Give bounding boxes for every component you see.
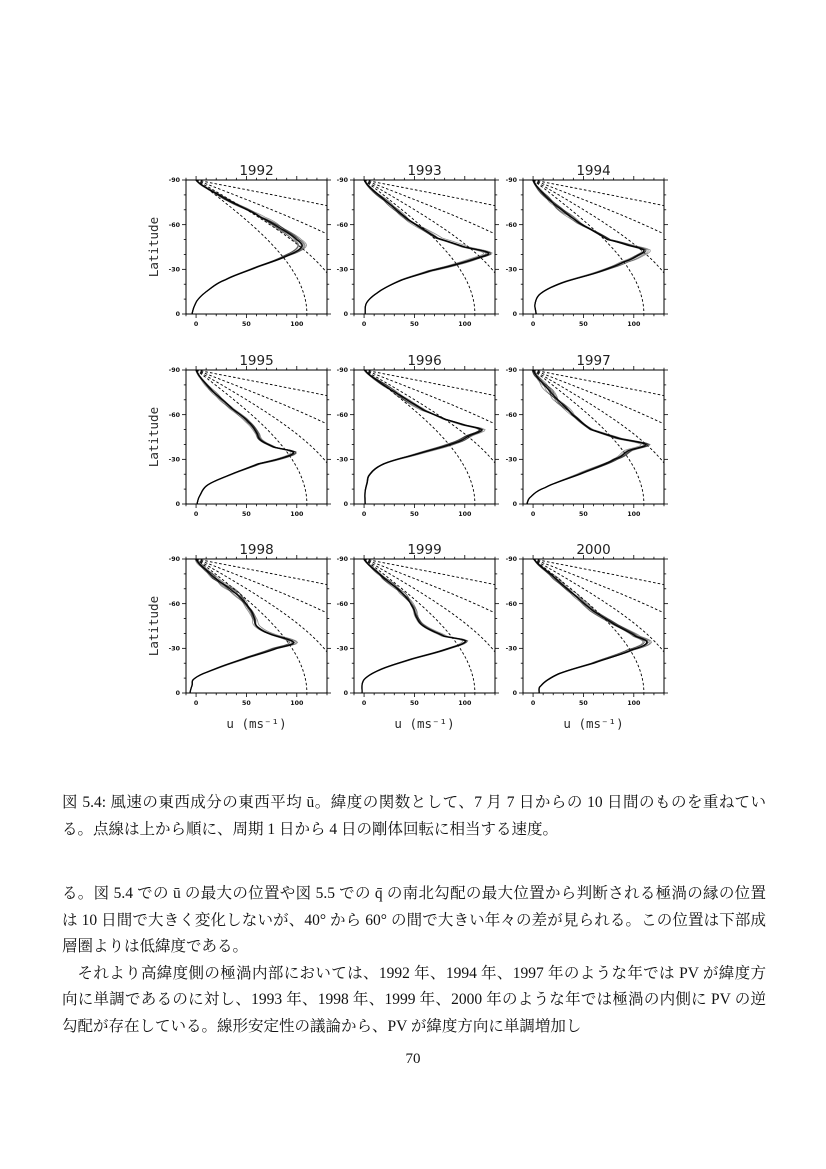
daily-wind-profile — [365, 370, 480, 504]
x-tick-label: 100 — [458, 511, 472, 518]
daily-wind-profile — [534, 559, 649, 693]
y-tick-label: -60 — [505, 411, 517, 419]
rigid-rotation-dashed-line — [533, 559, 675, 587]
y-tick-label: -60 — [336, 411, 348, 419]
figure-plot-grid — [130, 150, 690, 750]
axis-ticks — [519, 366, 668, 508]
daily-wind-profile — [365, 370, 480, 504]
daily-wind-profile — [527, 370, 649, 504]
daily-wind-profile — [192, 180, 298, 314]
y-tick-label: -30 — [168, 456, 180, 464]
y-tick-label: -90 — [505, 177, 517, 185]
figure-5-4 — [130, 150, 690, 750]
rigid-rotation-dashed-line — [196, 370, 338, 429]
daily-wind-profile — [527, 370, 648, 504]
y-tick-label: -60 — [505, 600, 517, 608]
subplot-title: 1993 — [407, 163, 442, 179]
plot-frame — [523, 180, 664, 314]
y-tick-label: 0 — [343, 501, 348, 509]
daily-wind-profile — [534, 559, 648, 693]
rigid-rotation-dashed-line — [364, 559, 506, 618]
x-tick-label: 0 — [361, 321, 367, 328]
x-tick-label: 0 — [193, 321, 199, 328]
rigid-rotation-dashed-line — [364, 180, 506, 239]
figure-caption: 図 5.4: 風速の東西成分の東西平均 ū。緯度の関数として、7 月 7 日からの 10 日間のものを重ねている。点線は上から順に、周期 1 日から 4 日の剛体回転に相当する速度。 — [62, 794, 766, 838]
x-tick-label: 50 — [410, 511, 419, 518]
y-tick-label: -30 — [336, 266, 348, 274]
daily-wind-profile — [362, 559, 465, 693]
y-axis-label: Latitude — [146, 595, 161, 657]
daily-wind-profile — [535, 559, 651, 693]
x-tick-label: 50 — [242, 511, 251, 518]
y-tick-label: -90 — [168, 367, 180, 375]
axis-ticks — [182, 176, 331, 318]
rigid-rotation-dashed-line — [533, 180, 675, 239]
y-tick-label: -90 — [336, 367, 348, 375]
x-tick-label: 50 — [579, 511, 588, 518]
x-tick-label: 0 — [193, 511, 199, 518]
rigid-rotation-dashed-line — [364, 370, 506, 429]
rigid-rotation-dashed-line — [364, 559, 506, 587]
daily-wind-profile — [534, 559, 645, 693]
rigid-rotation-dashed-line — [196, 559, 307, 693]
x-tick-label: 0 — [193, 700, 199, 707]
daily-wind-profile — [527, 370, 647, 504]
daily-wind-profile — [362, 559, 465, 693]
mean-wind-profile — [534, 559, 647, 693]
rigid-rotation-dashed-line — [364, 370, 475, 504]
y-tick-label: 0 — [175, 501, 180, 509]
x-tick-label: 100 — [290, 700, 304, 707]
x-tick-label: 100 — [627, 700, 641, 707]
rigid-rotation-dashed-line — [533, 559, 644, 693]
paragraph-1: る。図 5.4 での ū の最大の位置や図 5.5 での q̄ の南北勾配の最大位置から判断される極渦の縁の位置は 10 日間で大きく変化しないが、40° から 60° の間で大きい年々の差が見られる。この位置は下部成層圏よりは低緯度である。 — [62, 885, 766, 955]
subplot-title: 1994 — [576, 163, 611, 179]
y-tick-label: -30 — [336, 645, 348, 653]
subplot-1996 — [337, 353, 507, 518]
x-tick-label: 100 — [458, 321, 472, 328]
mean-wind-profile — [362, 559, 466, 693]
x-tick-label: 100 — [627, 511, 641, 518]
x-tick-label: 100 — [627, 321, 641, 328]
subplot-title: 2000 — [576, 542, 611, 558]
page-number: 70 — [405, 1051, 421, 1067]
axis-ticks — [519, 176, 668, 318]
daily-wind-profile — [362, 559, 466, 693]
daily-wind-profile — [365, 370, 481, 504]
daily-wind-profile — [192, 180, 305, 314]
y-tick-label: 0 — [175, 311, 180, 319]
subplot-1993 — [337, 163, 507, 328]
x-tick-label: 0 — [530, 700, 536, 707]
daily-wind-profile — [192, 180, 301, 314]
daily-wind-profile — [192, 180, 304, 314]
plot-frame — [354, 370, 495, 504]
rigid-rotation-dashed-line — [196, 559, 339, 671]
rigid-rotation-dashed-line — [196, 559, 338, 587]
rigid-rotation-dashed-line — [533, 559, 676, 671]
daily-wind-profile — [362, 559, 468, 693]
y-tick-label: 0 — [512, 690, 517, 698]
y-tick-label: 0 — [512, 311, 517, 319]
y-tick-label: -90 — [168, 177, 180, 185]
y-axis-label: Latitude — [146, 216, 161, 278]
daily-wind-profile — [534, 559, 643, 693]
mean-wind-profile — [533, 180, 644, 314]
y-tick-label: -30 — [505, 645, 517, 653]
x-axis-label: u (ms⁻¹) — [563, 716, 624, 731]
daily-wind-profile — [534, 559, 648, 693]
y-axis-label: Latitude — [146, 406, 161, 468]
rigid-rotation-dashed-line — [364, 559, 507, 671]
daily-wind-profile — [534, 559, 651, 693]
y-tick-label: 0 — [343, 690, 348, 698]
daily-wind-profile — [362, 559, 466, 693]
y-tick-label: 0 — [175, 690, 180, 698]
daily-wind-profile — [364, 370, 480, 504]
x-tick-label: 100 — [290, 511, 304, 518]
body-text — [62, 881, 766, 1040]
x-tick-label: 50 — [579, 700, 588, 707]
daily-wind-profile — [527, 370, 650, 504]
daily-wind-profile — [192, 180, 298, 314]
subplot-1998 — [146, 542, 339, 731]
x-tick-label: 0 — [361, 700, 367, 707]
subplot-title: 1998 — [239, 542, 274, 558]
daily-wind-profile — [192, 180, 307, 314]
subplot-title: 1996 — [407, 353, 442, 369]
x-axis-label: u (ms⁻¹) — [394, 716, 455, 731]
subplot-title: 1992 — [239, 163, 274, 179]
x-tick-label: 0 — [361, 511, 367, 518]
subplot-1997 — [506, 353, 676, 518]
daily-wind-profile — [192, 180, 297, 314]
rigid-rotation-dashed-line — [533, 559, 675, 618]
y-tick-label: -60 — [336, 221, 348, 229]
daily-wind-profile — [362, 559, 463, 693]
x-tick-label: 100 — [290, 321, 304, 328]
subplot-1995 — [146, 353, 339, 518]
rigid-rotation-dashed-line — [196, 370, 339, 482]
x-tick-label: 50 — [242, 700, 251, 707]
rigid-rotation-dashed-line — [196, 180, 338, 239]
y-tick-label: -60 — [168, 221, 180, 229]
mean-wind-profile — [192, 180, 302, 314]
daily-wind-profile — [362, 559, 466, 693]
y-tick-label: -90 — [336, 556, 348, 564]
subplot-2000 — [506, 542, 676, 731]
x-tick-label: 50 — [410, 321, 419, 328]
y-tick-label: -90 — [336, 177, 348, 185]
daily-wind-profile — [362, 559, 466, 693]
daily-wind-profile — [535, 559, 645, 693]
x-axis-label: u (ms⁻¹) — [226, 716, 287, 731]
daily-wind-profile — [192, 180, 301, 314]
rigid-rotation-dashed-line — [364, 180, 506, 208]
paragraph-2: それより高緯度側の極渦内部においては、1992 年、1994 年、1997 年のような年では PV が緯度方向に単調であるのに対し、1993 年、1998 年、1999 年、2000 年のような年では極渦の内側に PV の逆勾配が存在している。線形安定性の議論から、PV が緯度方向に単調増加し — [62, 964, 766, 1035]
daily-wind-profile — [192, 180, 303, 314]
daily-wind-profile — [362, 559, 468, 693]
y-tick-label: -90 — [505, 367, 517, 375]
daily-wind-profile — [364, 370, 480, 504]
y-tick-label: -30 — [168, 645, 180, 653]
y-tick-label: -30 — [505, 266, 517, 274]
mean-wind-profile — [190, 559, 294, 693]
axis-ticks — [350, 366, 499, 508]
daily-wind-profile — [362, 559, 467, 693]
y-tick-label: -60 — [168, 411, 180, 419]
y-tick-label: -30 — [505, 456, 517, 464]
daily-wind-profile — [534, 559, 647, 693]
y-tick-label: -60 — [336, 600, 348, 608]
rigid-rotation-dashed-line — [196, 180, 307, 314]
x-tick-label: 0 — [530, 511, 536, 518]
daily-wind-profile — [192, 180, 302, 314]
y-tick-label: -90 — [168, 556, 180, 564]
daily-wind-profile — [365, 370, 481, 504]
rigid-rotation-dashed-line — [533, 370, 675, 429]
subplot-title: 1997 — [576, 353, 611, 369]
subplot-title: 1999 — [407, 542, 442, 558]
daily-wind-profile — [535, 559, 647, 693]
plot-frame — [523, 559, 664, 693]
rigid-rotation-dashed-line — [196, 180, 339, 292]
subplot-1992 — [146, 163, 339, 328]
x-tick-label: 50 — [410, 700, 419, 707]
y-tick-label: -90 — [505, 556, 517, 564]
y-tick-label: -30 — [336, 456, 348, 464]
y-tick-label: -60 — [168, 600, 180, 608]
y-tick-label: -60 — [505, 221, 517, 229]
rigid-rotation-dashed-line — [364, 559, 475, 693]
rigid-rotation-dashed-line — [196, 559, 338, 618]
x-tick-label: 100 — [458, 700, 472, 707]
subplot-1999 — [337, 542, 507, 731]
rigid-rotation-dashed-line — [364, 180, 475, 314]
x-tick-label: 50 — [242, 321, 251, 328]
subplot-title: 1995 — [239, 353, 274, 369]
y-tick-label: 0 — [512, 501, 517, 509]
y-tick-label: 0 — [343, 311, 348, 319]
y-tick-label: -30 — [168, 266, 180, 274]
x-tick-label: 50 — [579, 321, 588, 328]
subplot-1994 — [506, 163, 676, 328]
x-tick-label: 0 — [530, 321, 536, 328]
daily-wind-profile — [365, 370, 480, 504]
axis-ticks — [519, 555, 668, 697]
